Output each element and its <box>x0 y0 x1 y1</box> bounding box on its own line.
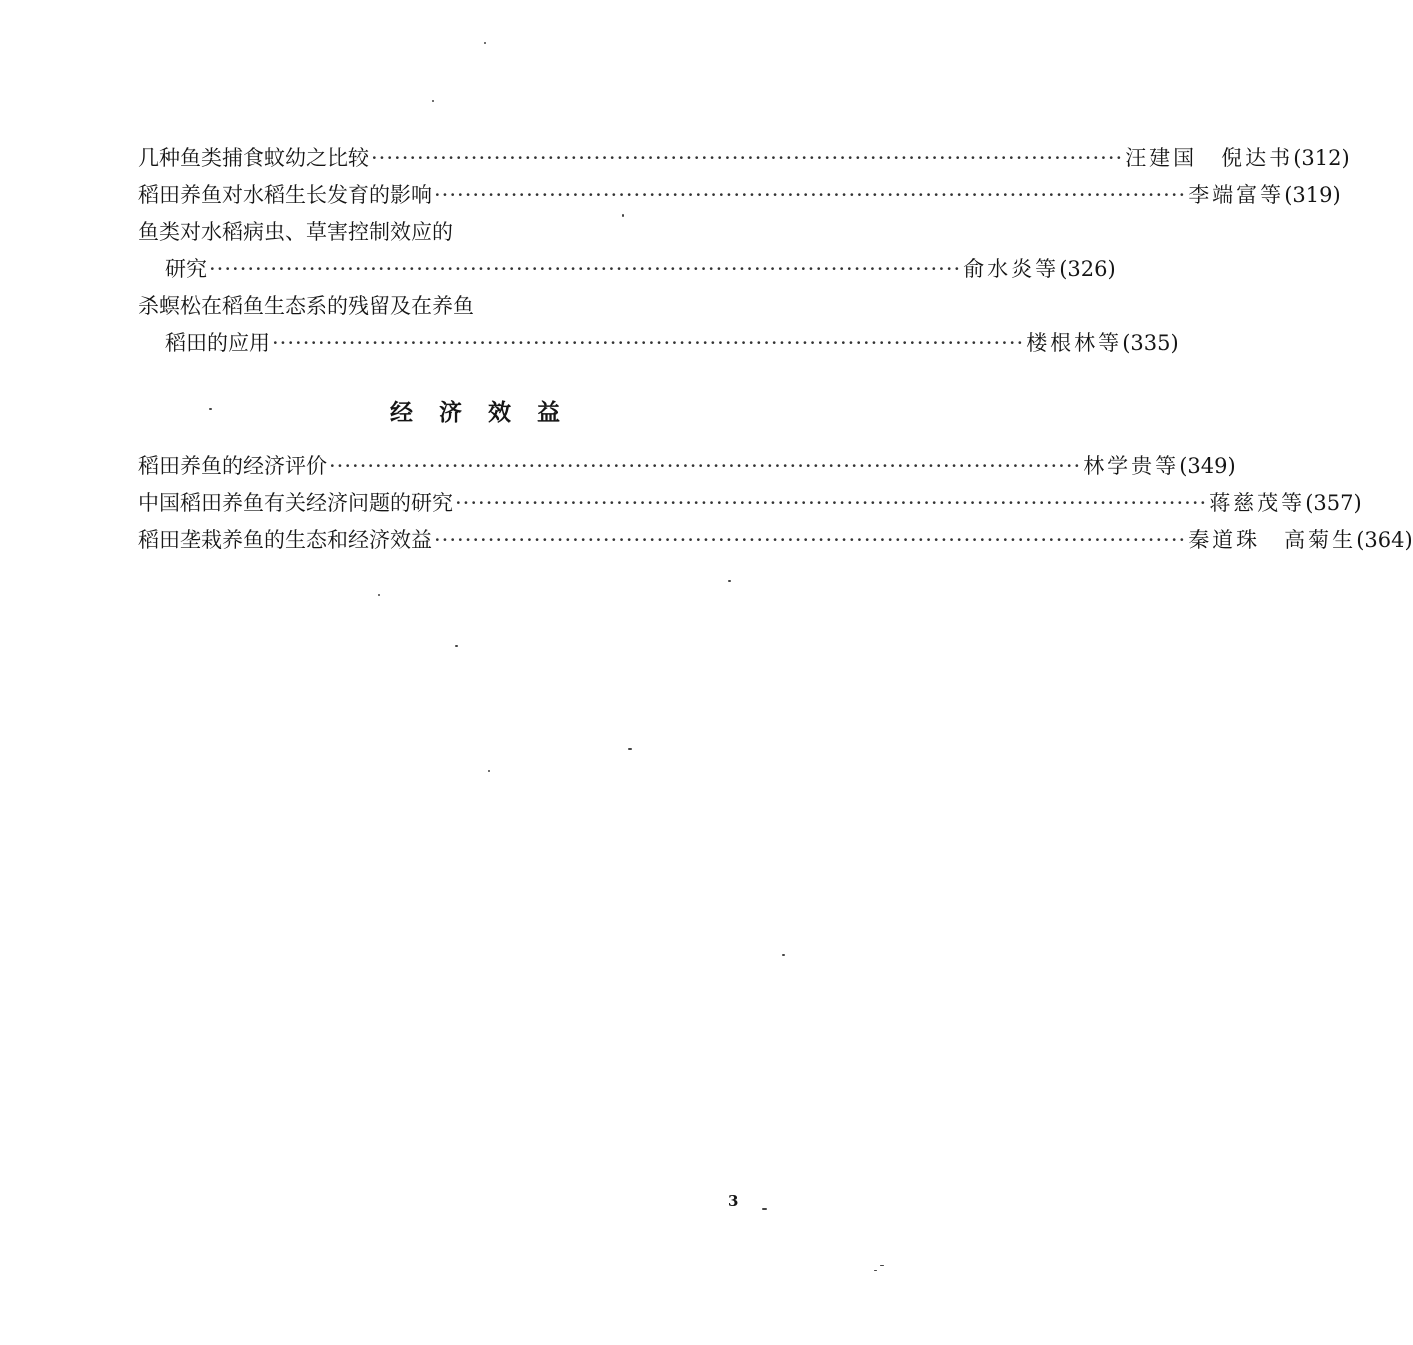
dot-leader: ·································································································· <box>272 331 1025 355</box>
scan-speck <box>488 770 490 772</box>
dot-leader: ·································································································· <box>455 491 1208 515</box>
dot-leader: ·································································································· <box>434 528 1187 552</box>
scan-speck <box>432 100 434 102</box>
toc-entry-title-line1[interactable] <box>138 214 800 251</box>
toc-entry[interactable] <box>138 140 1350 177</box>
scan-speck <box>628 748 632 750</box>
dot-leader: ·································································································· <box>209 257 962 281</box>
toc-entry-title-continued: 稻田的应用 <box>165 331 270 355</box>
toc-entry-page: (335) <box>1122 331 1179 355</box>
toc-entry[interactable] <box>138 522 1413 559</box>
scan-speck <box>484 42 486 44</box>
toc-entry-title: 鱼类对水稻病虫、草害控制效应的 <box>138 220 453 244</box>
toc-entry-author: 俞水炎等 <box>963 257 1060 281</box>
toc-entry[interactable] <box>138 251 1116 288</box>
toc-entry-author: 秦道珠 高菊生 <box>1188 528 1357 552</box>
toc-entry-page: (357) <box>1305 491 1362 515</box>
scan-speck <box>622 214 624 217</box>
toc-entry[interactable] <box>138 485 1362 522</box>
scan-speck <box>762 1208 767 1210</box>
toc-list-bottom <box>138 448 1413 559</box>
scan-speck <box>782 954 785 956</box>
toc-entry-page: (349) <box>1179 454 1236 478</box>
toc-entry-author: 汪建国 倪达书 <box>1125 146 1294 170</box>
scan-speck <box>728 580 731 582</box>
dot-leader: ·································································································· <box>434 183 1187 207</box>
toc-entry[interactable] <box>138 177 1341 214</box>
toc-entry-title: 中国稻田养鱼有关经济问题的研究 <box>138 491 453 515</box>
dot-leader: ·································································································· <box>371 146 1124 170</box>
toc-entry-title: 稻田垄栽养鱼的生态和经济效益 <box>138 528 432 552</box>
toc-entry[interactable] <box>138 325 1179 362</box>
toc-entry-author: 李端富等 <box>1188 183 1285 207</box>
scan-speck <box>455 645 458 647</box>
section-heading: 经济效益 <box>390 400 586 426</box>
toc-entry-title: 稻田养鱼的经济评价 <box>138 454 327 478</box>
toc-entry-page: (319) <box>1284 183 1341 207</box>
toc-entry[interactable] <box>138 448 1236 485</box>
scan-speck <box>880 1265 884 1266</box>
toc-entry-page: (326) <box>1059 257 1116 281</box>
toc-list-top <box>138 140 1350 362</box>
toc-entry-title: 稻田养鱼对水稻生长发育的影响 <box>138 183 432 207</box>
toc-entry-author: 蒋慈茂等 <box>1209 491 1306 515</box>
toc-entry-title-line1[interactable] <box>138 288 800 325</box>
toc-entry-author: 楼根林等 <box>1026 331 1123 355</box>
page-number: 3 <box>728 1192 739 1210</box>
toc-entry-title: 几种鱼类捕食蚊幼之比较 <box>138 146 369 170</box>
toc-entry-title-continued: 研究 <box>165 257 207 281</box>
toc-entry-author: 林学贵等 <box>1083 454 1180 478</box>
toc-entry-page: (364) <box>1356 528 1413 552</box>
scan-speck <box>209 408 212 410</box>
dot-leader: ·································································································· <box>329 454 1082 478</box>
toc-entry-title: 杀螟松在稻鱼生态系的残留及在养鱼 <box>138 294 474 318</box>
toc-entry-page: (312) <box>1293 146 1350 170</box>
scan-speck <box>874 1270 877 1271</box>
scan-speck <box>378 594 380 596</box>
